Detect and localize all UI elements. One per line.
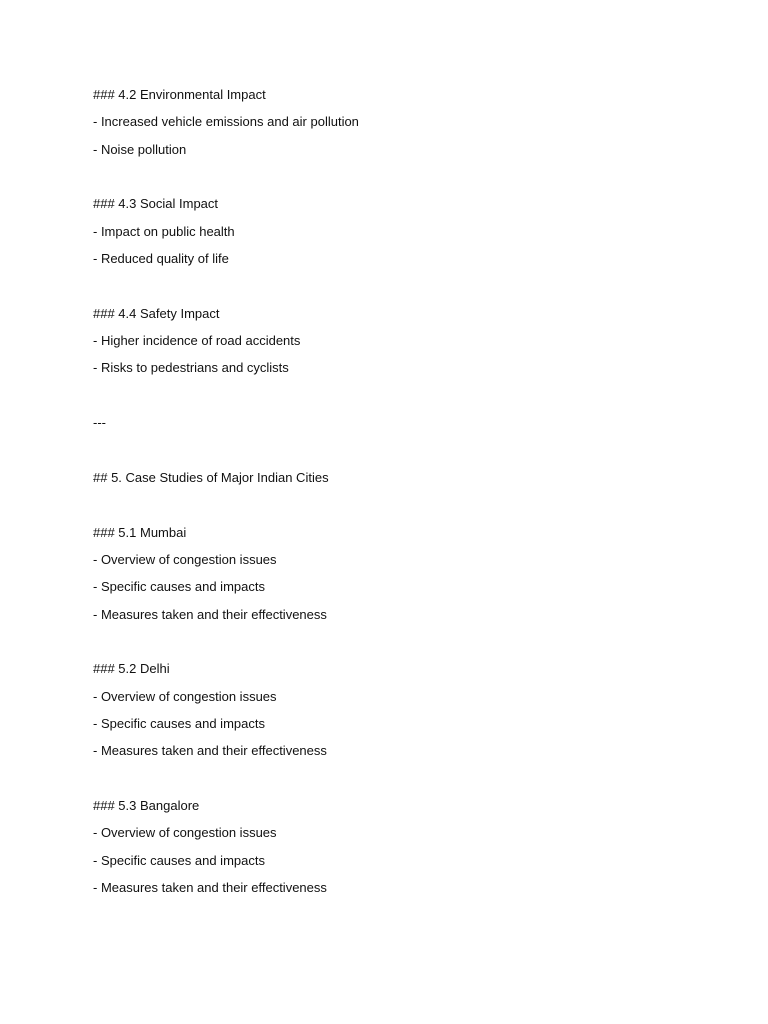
section-heading-5-3: ### 5.3 Bangalore — [93, 798, 200, 814]
section-heading-4-2: ### 4.2 Environmental Impact — [93, 87, 266, 102]
list-item: - Increased vehicle emissions and air pollution — [93, 114, 359, 130]
list-item: - Specific causes and impacts — [93, 716, 265, 732]
list-item: - Specific causes and impacts — [93, 579, 265, 595]
list-item: - Noise pollution — [93, 141, 187, 157]
list-item: - Measures taken and their effectiveness — [93, 880, 327, 896]
list-item: - Higher incidence of road accidents — [93, 333, 301, 349]
section-heading-4-3: ### 4.3 Social Impact — [93, 196, 219, 212]
list-item: - Overview of congestion issues — [93, 552, 277, 568]
list-item: - Reduced quality of life — [93, 250, 229, 266]
list-item: - Measures taken and their effectiveness — [93, 743, 327, 759]
list-item: - Impact on public health — [93, 223, 235, 239]
chapter-heading: ## 5. Case Studies of Major Indian Cities — [93, 469, 329, 485]
list-item: - Risks to pedestrians and cyclists — [93, 360, 289, 376]
list-item: - Measures taken and their effectiveness — [93, 606, 327, 622]
section-heading-4-4: ### 4.4 Safety Impact — [93, 305, 220, 321]
list-item: - Specific causes and impacts — [93, 852, 265, 868]
section-heading-5-2: ### 5.2 Delhi — [93, 661, 170, 677]
list-item: - Overview of congestion issues — [93, 825, 277, 841]
list-item: - Overview of congestion issues — [93, 688, 277, 704]
separator: --- — [93, 415, 106, 431]
section-heading-5-1: ### 5.1 Mumbai — [93, 524, 187, 540]
document-body — [93, 86, 693, 897]
